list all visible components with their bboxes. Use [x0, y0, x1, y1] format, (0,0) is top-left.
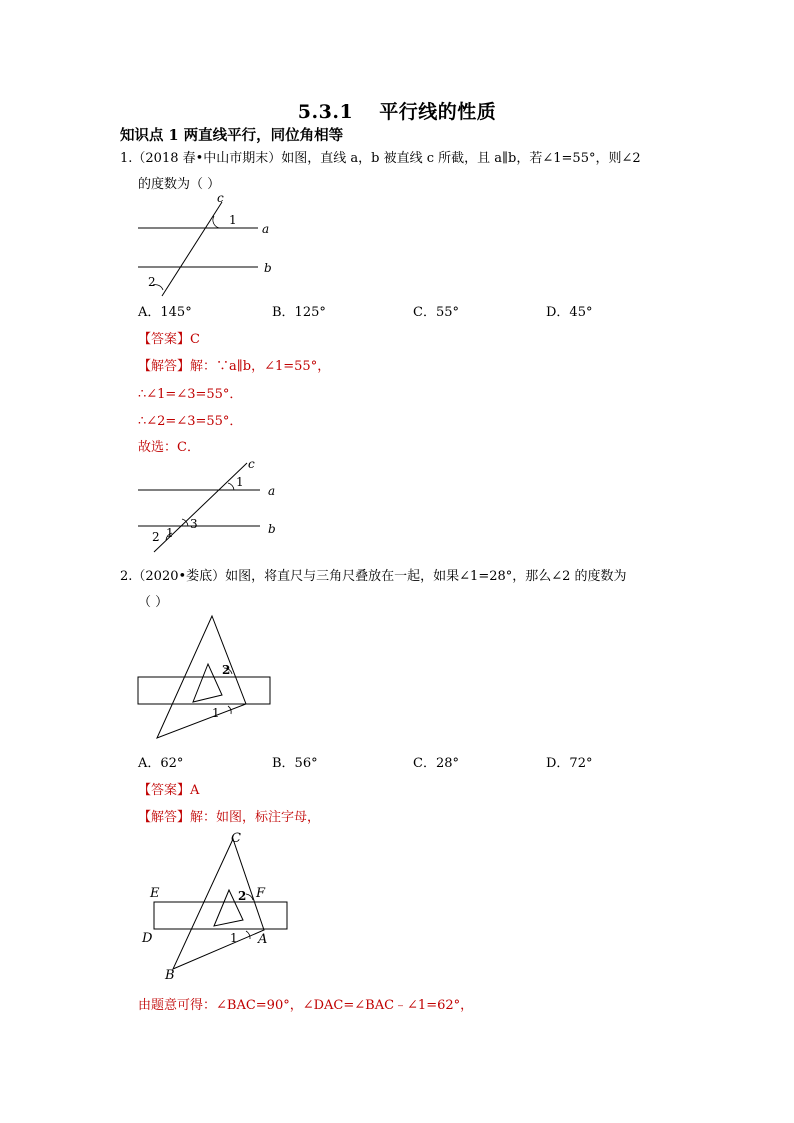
- label-B: B: [165, 968, 175, 983]
- q1-solution-line4: 故选：C．: [138, 440, 200, 455]
- q2-figure: [130, 610, 290, 750]
- q1-solution-line2: ∴∠1=∠3=55°．: [138, 387, 243, 402]
- section-number: 5.3.1: [297, 101, 354, 123]
- q2-option-a[interactable]: A．62°: [138, 756, 184, 771]
- answer-tag: 【答案】: [138, 783, 191, 798]
- label-angle1: 1: [229, 213, 237, 227]
- triangle-inner: [193, 664, 222, 702]
- label-angle2: 2: [238, 889, 247, 903]
- label-angle2: 2: [148, 275, 156, 289]
- label-angle2: 2: [222, 663, 231, 677]
- label-b: b: [264, 261, 272, 275]
- q2-stem-line1: 2.（2020•娄底）如图，将直尺与三角尺叠放在一起，如果∠1=28°，那么∠2 的度数为: [120, 569, 627, 584]
- label-angle1: 1: [236, 475, 244, 489]
- q1-stem-line2: 的度数为（ ）: [138, 177, 221, 192]
- q1-stem-line1: 1.（2018 春•中山市期末）如图，直线 a，b 被直线 c 所截，且 a∥b，若∠1=55°，则∠2: [120, 151, 641, 166]
- label-c: c: [217, 191, 224, 205]
- label-A: A: [258, 932, 268, 947]
- label-angle3: 3: [190, 517, 198, 531]
- label-F: F: [256, 886, 266, 901]
- q2-option-c[interactable]: C．28°: [413, 756, 459, 771]
- label-angle1: 1: [212, 706, 220, 720]
- label-angle1b: 1: [166, 526, 174, 540]
- q2-solution-line1: [138, 806, 320, 825]
- triangle-outer: [173, 839, 264, 969]
- solution-text: 解：如图，标注字母，: [190, 810, 321, 825]
- label-angle1: 1: [230, 931, 238, 945]
- solution-text: 解：∵a∥b，∠1=55°，: [190, 359, 331, 374]
- label-E: E: [150, 886, 160, 901]
- q2-option-d[interactable]: D．72°: [546, 756, 593, 771]
- page-title: [0, 97, 794, 124]
- q1-answer: [138, 328, 200, 347]
- label-c: c: [248, 457, 255, 471]
- q1-solution-line1: [138, 355, 330, 374]
- answer-tag: 【答案】: [138, 332, 191, 347]
- q2-option-b[interactable]: B．56°: [272, 756, 318, 771]
- q2-solution-figure: [138, 830, 298, 985]
- answer-value: C: [190, 332, 200, 347]
- answer-value: A: [190, 783, 200, 798]
- q1-solution-figure: [130, 455, 290, 555]
- label-b: b: [268, 522, 276, 536]
- label-a: a: [262, 222, 270, 236]
- q1-solution-line3: ∴∠2=∠3=55°．: [138, 414, 243, 429]
- solution-tag: 【解答】: [138, 359, 191, 374]
- label-C: C: [231, 831, 241, 846]
- q2-stem-line2: （ ）: [138, 595, 169, 610]
- label-D: D: [142, 931, 153, 946]
- label-a: a: [268, 484, 276, 498]
- section-title: 平行线的性质: [379, 101, 497, 123]
- q1-option-c[interactable]: C．55°: [413, 305, 459, 320]
- ruler: [138, 677, 270, 704]
- label-angle2: 2: [152, 530, 160, 544]
- q1-option-d[interactable]: D．45°: [546, 305, 593, 320]
- knowledge-point-heading: 知识点 1 两直线平行，同位角相等: [120, 127, 344, 144]
- q1-option-a[interactable]: A．145°: [138, 305, 192, 320]
- line-c: [162, 202, 222, 296]
- q1-figure: [130, 190, 290, 300]
- q2-answer: [138, 779, 199, 798]
- q1-option-b[interactable]: B．125°: [272, 305, 326, 320]
- solution-tag: 【解答】: [138, 810, 191, 825]
- q2-solution-last-line: 由题意可得：∠BAC=90°，∠DAC=∠BAC﹣∠1=62°，: [138, 998, 474, 1013]
